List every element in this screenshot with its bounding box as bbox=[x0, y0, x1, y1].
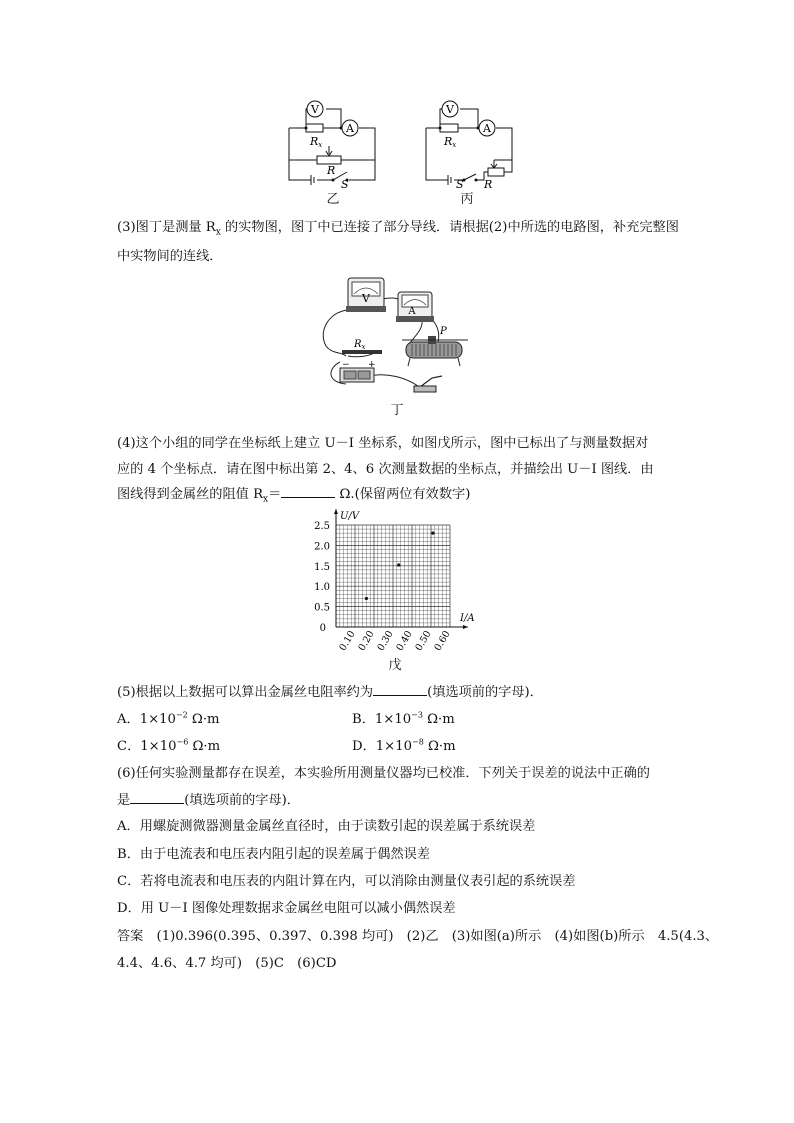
y-axis-arrow bbox=[334, 509, 338, 514]
question-3: (3)图丁是测量 $R_x$ 的实物图，图丁中已连接了部分导线．请根据(2)中所选的电路图，补充完整图中实物间的连线． bbox=[117, 220, 679, 264]
rheostat-label: R bbox=[484, 178, 493, 190]
battery-plus-label: + bbox=[368, 360, 376, 370]
q6-option-b: B．由于电流表和电压表内阻引起的误差属于偶然误差 bbox=[117, 847, 431, 862]
battery-minus-label: − bbox=[342, 360, 350, 370]
answer-line1: 答案 (1)0.396(0.395、0.397、0.398 均可) (2)乙 (3)如图(a)所示 (4)如图(b)所示 4.5(4.3、 bbox=[117, 929, 719, 944]
x-tick-label: 0.50 bbox=[413, 629, 434, 653]
q6-option-a: A．用螺旋测微器测量金属丝直径时，由于读数引起的误差属于系统误差 bbox=[117, 819, 536, 834]
option-a: A．$1\times 10^{-2}$ Ω·m bbox=[117, 710, 220, 727]
voltmeter-label: V bbox=[446, 103, 454, 116]
answer-blank[interactable] bbox=[373, 683, 427, 696]
rx-label: Rx bbox=[444, 135, 457, 149]
option-c: C．$1\times 10^{-6}$ Ω·m bbox=[117, 737, 221, 754]
q6-option-d: D．用 U－I 图像处理数据求金属丝电阻可以减小偶然误差 bbox=[117, 901, 456, 916]
data-point bbox=[365, 597, 368, 600]
y-tick-label: 0.5 bbox=[314, 602, 330, 614]
option-d: D．$1\times 10^{-8}$ Ω·m bbox=[352, 737, 456, 754]
apparatus-figure bbox=[318, 272, 478, 400]
answer-line2: 4.4、4.6、4.7 均可) (5)C (6)CD bbox=[117, 956, 337, 971]
ammeter-label: A bbox=[346, 122, 354, 135]
x-tick-label: 0.20 bbox=[356, 629, 377, 653]
voltmeter-label: V bbox=[362, 292, 370, 305]
slider-label: P bbox=[440, 326, 447, 337]
circuit-diagram-bing bbox=[420, 98, 520, 190]
y-tick-label: 2.0 bbox=[314, 541, 330, 553]
question-5-stem: (5)根据以上数据可以算出金属丝电阻率约为 (填选项前的字母)． bbox=[117, 685, 543, 700]
x-tick-label: 0.10 bbox=[337, 629, 358, 653]
y-axis-label: U/V bbox=[340, 511, 360, 522]
rx-label: $R_x$ bbox=[354, 339, 366, 351]
answer-blank[interactable] bbox=[281, 485, 335, 498]
y-tick-label: 2.5 bbox=[314, 521, 330, 532]
x-axis-arrow bbox=[463, 625, 468, 629]
question-6-line2: 是 (填选项前的字母)． bbox=[117, 793, 300, 808]
ammeter-label: A bbox=[408, 306, 416, 317]
data-point bbox=[431, 532, 434, 535]
switch-label: S bbox=[456, 178, 464, 190]
caption-yi: 乙 bbox=[326, 192, 340, 207]
question-4-line3: 图线得到金属丝的阻值 $R_x= \Omega$.(保留两位有效数字) bbox=[117, 487, 471, 505]
y-tick-label: 1.5 bbox=[314, 561, 330, 573]
answer-blank[interactable] bbox=[130, 791, 184, 804]
chart-caption: 戊 bbox=[388, 658, 402, 673]
x-tick-label: 0.60 bbox=[432, 629, 453, 653]
caption-ding: 丁 bbox=[390, 403, 404, 418]
rx-label: Rx bbox=[310, 135, 323, 149]
y-tick-label: 1.0 bbox=[314, 582, 330, 594]
rheostat-label: R bbox=[327, 164, 336, 177]
u-i-chart bbox=[300, 505, 490, 665]
ammeter-label: A bbox=[483, 122, 491, 135]
origin-label: 0 bbox=[319, 623, 326, 634]
question-4-line2: 应的 4 个坐标点．请在图中标出第 2、4、6 次测量数据的坐标点，并描绘出 U－I 图线．由 bbox=[117, 462, 654, 477]
switch-label: S bbox=[341, 178, 349, 190]
caption-bing: 丙 bbox=[460, 192, 474, 207]
option-b: B．$1\times 10^{-3}$ Ω·m bbox=[352, 710, 455, 727]
circuit-diagram-yi bbox=[283, 98, 383, 190]
x-tick-label: 0.40 bbox=[394, 629, 415, 653]
question-6-line1: (6)任何实验测量都存在误差，本实验所用测量仪器均已校准．下列关于误差的说法中正确的 bbox=[117, 766, 650, 781]
data-point bbox=[397, 563, 400, 566]
x-tick-label: 0.30 bbox=[375, 629, 396, 653]
question-4-line1: (4)这个小组的同学在坐标纸上建立 U－I 坐标系，如图戊所示，图中已标出了与测量数据对 bbox=[117, 436, 649, 451]
x-axis-label: I/A bbox=[460, 613, 475, 624]
q6-option-c: C．若将电流表和电压表的内阻计算在内，可以消除由测量仪表引起的系统误差 bbox=[117, 874, 576, 889]
voltmeter-label: V bbox=[311, 103, 319, 116]
